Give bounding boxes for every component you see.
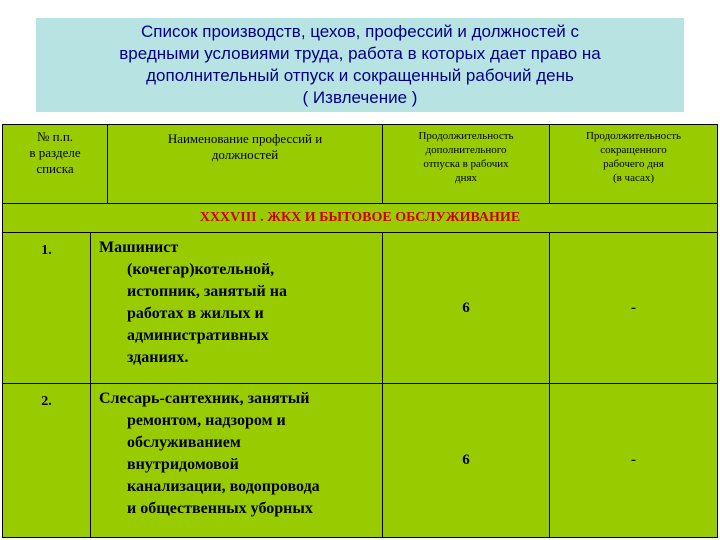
header-leave-line: днях <box>454 172 478 184</box>
leave-days-value: 6 <box>462 299 470 316</box>
row-leave-cell <box>382 383 550 538</box>
row-num: 2. <box>41 394 52 409</box>
header-hours-line: сокращенного <box>600 144 667 156</box>
row-hours-cell <box>549 383 718 538</box>
profession-name-line: работах в жилых и <box>127 305 264 322</box>
header-leave-line: Продолжительность <box>418 130 514 142</box>
title-line: вредными условиями труда, работа в которых дает право на <box>119 44 601 63</box>
professions-table <box>2 124 718 538</box>
profession-name: Машинист <box>99 239 179 256</box>
row-name-cell <box>90 232 383 384</box>
section-title: XXXVIII . ЖКХ И БЫТОВОЕ ОБСЛУЖИВАНИЕ <box>199 210 521 225</box>
header-num-line: в разделе <box>29 145 81 160</box>
title-line: дополнительный отпуск и сокращенный рабочий день <box>146 66 574 85</box>
header-hours-line: рабочего дня <box>603 158 664 170</box>
row-name-cell <box>90 383 383 538</box>
profession-name-line: (кочегар)котельной, <box>127 261 275 278</box>
row-num-cell <box>2 232 91 384</box>
profession-name-line: административных <box>127 327 269 344</box>
header-num-line: списка <box>36 161 74 176</box>
row-hours-cell <box>549 232 718 384</box>
header-leave-line: дополнительного <box>425 144 507 156</box>
row-num: 1. <box>41 243 52 258</box>
profession-name: Слесарь-сантехник, занятый <box>99 390 310 407</box>
profession-name-line: внутридомовой <box>127 456 239 473</box>
profession-name-line: обслуживанием <box>127 434 241 451</box>
profession-name-line: канализации, водопровода <box>127 478 320 495</box>
row-num-cell <box>2 383 91 538</box>
title-subtitle: ( Извлечение ) <box>302 88 418 107</box>
header-hours-cell <box>549 124 718 204</box>
profession-name-line: ремонтом, надзором и <box>127 412 286 429</box>
profession-name-line: и общественных уборных <box>127 500 313 517</box>
leave-days-value: 6 <box>462 452 470 468</box>
profession-name-line: истопник, занятый на <box>127 283 287 300</box>
title-line: Список производств, цехов, профессий и должностей с <box>140 22 580 41</box>
reduced-hours-value: - <box>631 299 636 316</box>
section-row <box>2 203 718 233</box>
title-box <box>36 18 684 112</box>
header-num-line: № п.п. <box>36 129 74 144</box>
header-leave-line: отпуска в рабочих <box>423 158 509 170</box>
header-leave-cell <box>382 124 550 204</box>
header-name-cell <box>107 124 383 204</box>
reduced-hours-value: - <box>631 452 636 468</box>
header-num-cell <box>2 124 108 204</box>
header-name-line: должностей <box>211 147 279 162</box>
row-leave-cell <box>382 232 550 384</box>
profession-name-line: зданиях. <box>127 349 189 366</box>
header-hours-line: (в часах) <box>612 172 655 184</box>
header-hours-line: Продолжительность <box>585 130 682 142</box>
header-name-line: Наименование профессий и <box>167 131 323 146</box>
